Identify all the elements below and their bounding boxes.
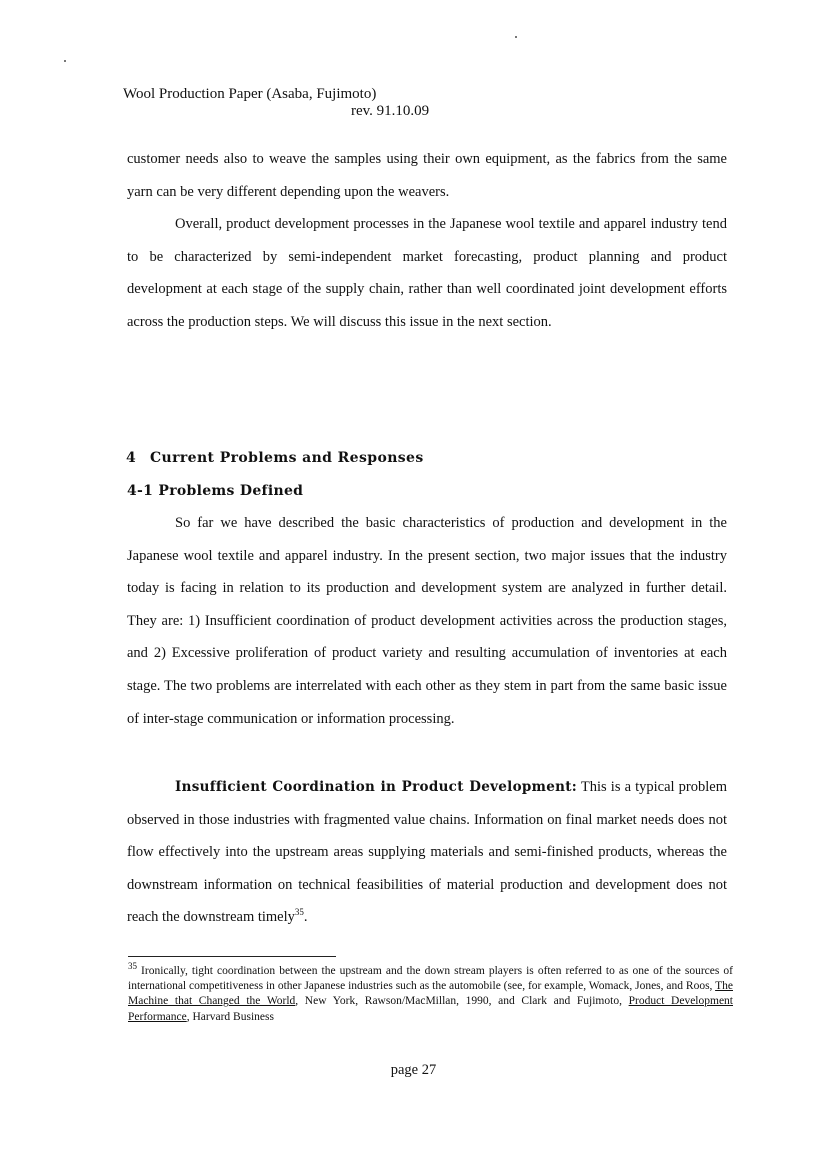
footnote-book-title-2: Product Development Performance — [128, 995, 733, 1023]
section-heading — [126, 450, 424, 466]
footnote-text-a: Ironically, tight coordination between the upstream and the down stream players is often referred to as one of the sources of international competitiveness in other Japanese industries such as the automobile (see, for example, Womack, Jones, and Roos, — [128, 965, 733, 993]
scan-speck — [515, 36, 517, 38]
section-number: 4 — [126, 450, 137, 466]
page-number: page 27 — [390, 1062, 437, 1078]
footnote-rule — [128, 956, 336, 957]
footnote-number: 35 — [128, 961, 137, 972]
header-title: Wool Production Paper (Asaba, Fujimoto) — [123, 86, 377, 102]
continuation-paragraph: customer needs also to weave the samples using their own equipment, as the fabrics from the same yarn can be very different depending upon the weavers. — [127, 151, 727, 200]
scan-speck — [64, 60, 66, 62]
subsection-heading: 4-1 Problems Defined — [127, 483, 304, 499]
problems-text: So far we have described the basic characteristics of production and development in the Japanese wool textile and apparel industry. In the present section, two major issues that the industry today is facing in relation to its production and development system are analyzed in further detail. They are: 1) Insufficient coordination of product development activities across the production stages, and 2) Excessive proliferation of product variety and resulting accumulation of inventories at each stage. The two problems are interrelated with each other as they stem in part from the same basic issue of inter-stage communication or information processing. — [127, 515, 727, 727]
section-title: Current Problems and Responses — [150, 450, 424, 466]
coordination-lead: Insufficient Coordination in Product Development: — [175, 779, 578, 795]
running-header — [123, 86, 429, 120]
footnote — [128, 961, 733, 1025]
coordination-paragraph — [127, 771, 727, 934]
header-revision: rev. 91.10.09 — [351, 103, 430, 119]
overall-paragraph — [127, 208, 727, 338]
problems-paragraph — [127, 507, 727, 735]
footnote-text-c: , Harvard Business — [186, 1010, 274, 1023]
coordination-text: This is a typical problem observed in those industries with fragmented value chains. Information on final market needs does not flow effectively into the upstream areas supplying materials and semi-finished products, whereas the downstream information on technical feasibilities of material production and development does not reach the downstream timely — [127, 779, 728, 926]
footnote-reference: 35 — [294, 907, 304, 918]
footnote-text-b: , New York, Rawson/MacMillan, 1990, and Clark and Fujimoto, — [295, 995, 629, 1008]
footnote-book-title-1: The Machine that Changed the World — [128, 980, 733, 1008]
coordination-end: . — [303, 909, 308, 926]
overall-text: Overall, product development processes in the Japanese wool textile and apparel industry tend to be characterized by semi-independent market forecasting, product planning and product development at each stage of the supply chain, rather than well coordinated joint development efforts across the production steps. We will discuss this issue in the next section. — [127, 216, 727, 330]
